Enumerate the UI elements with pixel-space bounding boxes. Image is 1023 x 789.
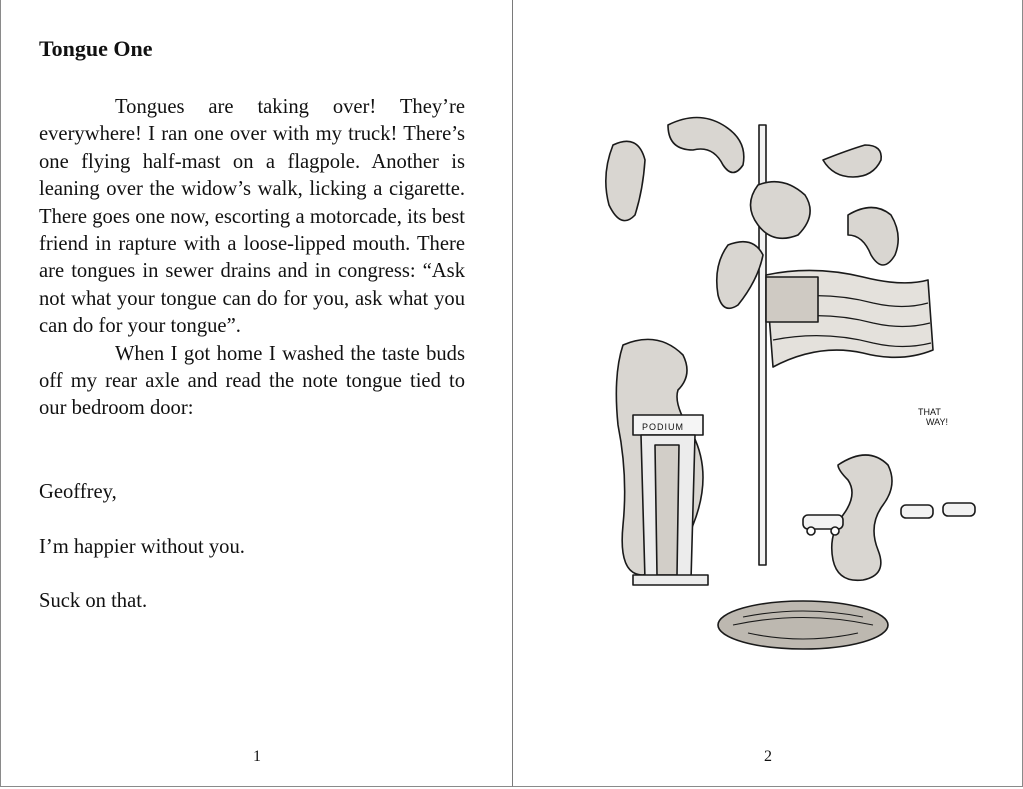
paragraph-1: Tongues are taking over! They’re everywhere! I ran one over with my truck! There’s one flying half-mast on a flagpole. Another is leaning over the widow’s walk, licking a cigarette. There goes one now, escorting a motorcade, its best friend in rapture with a loose-lipped mouth. There are tongues in sewer drains and in congress: “Ask not what your tongue can do for you, ask what you can do for your tongue”.: [39, 96, 465, 338]
page-number-left: 1: [253, 748, 261, 765]
tongue-flying-1: [606, 141, 645, 220]
note-salutation: Geoffrey,: [39, 481, 117, 503]
page-number-right: 2: [764, 748, 772, 765]
sign-text-way: WAY!: [926, 417, 948, 427]
podium-label: PODIUM: [642, 422, 684, 432]
right-page: [513, 0, 1023, 787]
paragraph-2: When I got home I washed the taste buds off my rear axle and read the note tongue tied to our bedroom door:: [39, 342, 465, 420]
tongue-flying-5: [848, 208, 898, 266]
tongue-flying-3: [823, 145, 881, 177]
story-text: [39, 94, 465, 423]
sewer-drain: [718, 601, 888, 649]
tongue-illustration: [583, 105, 1003, 665]
tongue-flying-2: [668, 118, 744, 173]
sign-text-that: THAT: [918, 407, 941, 417]
car-3: [943, 503, 975, 516]
car-2: [901, 505, 933, 518]
note-line-2: Suck on that.: [39, 590, 148, 612]
page-title: Tongue One: [39, 36, 153, 61]
note-line-1: I’m happier without you.: [39, 536, 245, 558]
tongue-flying-6: [717, 242, 763, 309]
flag-canton: [766, 277, 818, 322]
